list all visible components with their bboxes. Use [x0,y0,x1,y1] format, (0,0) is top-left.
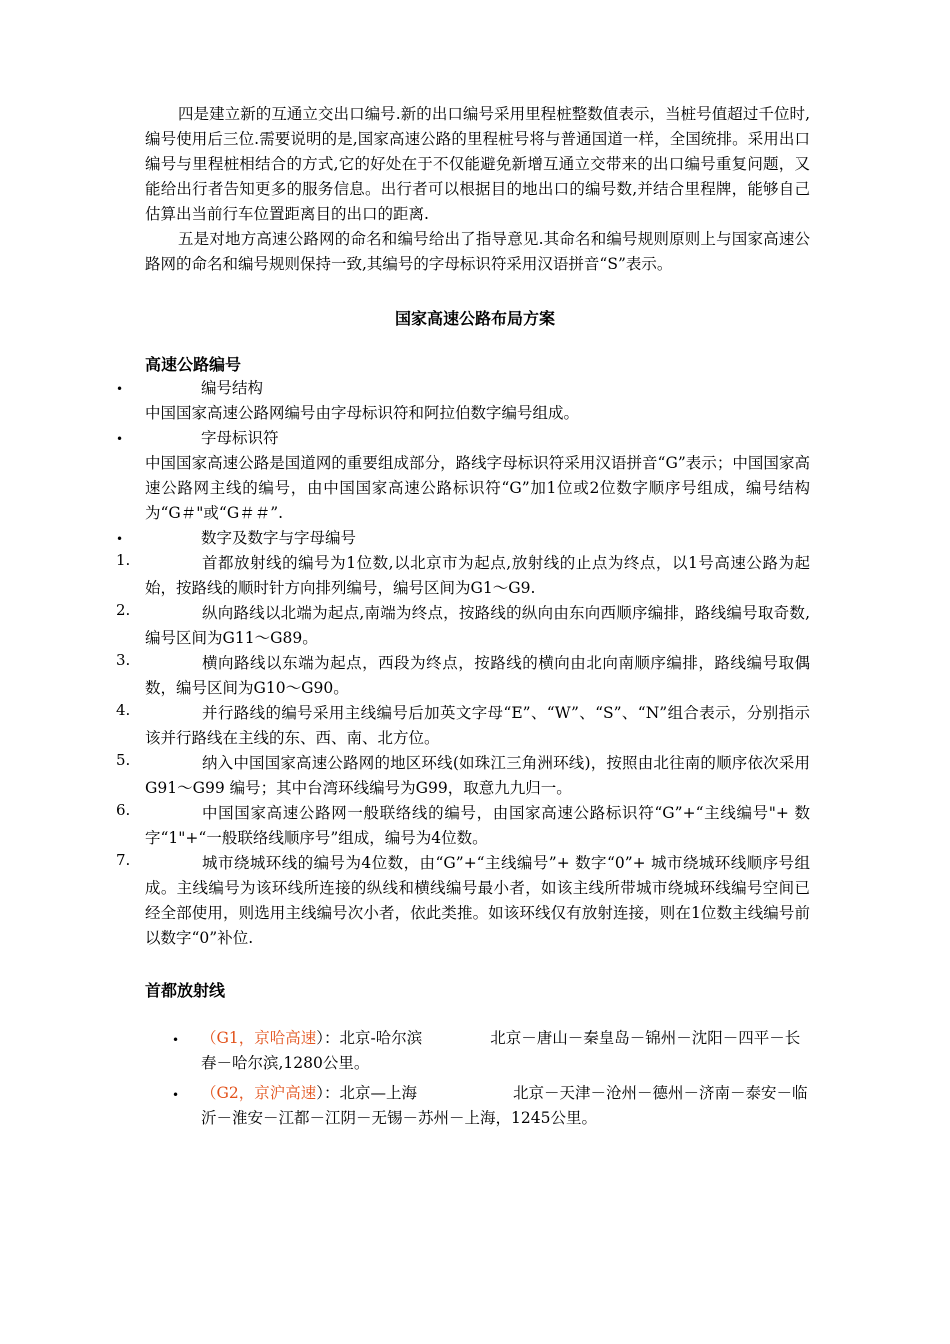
bullet-label-letter: 字母标识符 [201,429,279,447]
route-path: 北京－天津－沧州－德州－济南－泰安－临沂－淮安－江都－江阴－无锡－苏州－上海，1245公里。 [201,1084,808,1127]
list-item: 首都放射线的编号为1位数,以北京市为起点,放射线的止点为终点，以1号高速公路为起始，按路线的顺时针方向排列编号，编号区间为G1～G9. [145,554,810,597]
section-heading-radial: 首都放射线 [145,981,226,1000]
letter-text: 中国国家高速公路是国道网的重要组成部分，路线字母标识符采用汉语拼音“G”表示；中国国家高速公路网主线的编号，由中国国家高速公路标识符“G”加1位或2位数字顺序号组成，编号结构为“G＃"或“G＃＃”. [145,454,810,522]
route-path: 北京－唐山－秦皇岛－锦州－沈阳－四平－长春－哈尔滨,1280公里。 [201,1029,801,1072]
paragraph-exit-numbering: 四是建立新的互通立交出口编号.新的出口编号采用里程桩整数值表示，当桩号值超过千位时,编号使用后三位.需要说明的是,国家高速公路的里程桩号将与普通国道一样，全国统排。采用出口编号与里程桩相结合的方式,它的好处在于不仅能避免新增互通立交带来的出口编号重复问题，又能给出行者告知更多的服务信息。出行者可以根据目的地出口的编号数,并结合里程牌，能够自己估算出当前行车位置距离目的出口的距离. [145,105,810,223]
bullet-icon: • [116,532,124,546]
list-number: 4. [116,701,131,719]
list-item: 纵向路线以北端为起点,南端为终点，按路线的纵向由东向西顺序编排，路线编号取奇数,编号区间为G11～G89。 [145,604,810,647]
structure-text: 中国国家高速公路网编号由字母标识符和阿拉伯数字编号组成。 [145,404,580,422]
bullet-label-structure: 编号结构 [201,379,264,397]
route-endpoints: ）：北京—上海 [316,1084,418,1102]
route-item-g2 [201,1081,811,1131]
page-title: 国家高速公路布局方案 [394,309,555,328]
list-number: 6. [116,801,131,819]
list-number: 3. [116,651,131,669]
bullet-icon: • [116,432,124,446]
list-number: 1. [116,551,131,569]
route-code: G2，京沪高速 [216,1084,317,1102]
bullet-icon: • [116,382,124,396]
route-open-paren: （ [201,1029,217,1047]
bullet-label-digits: 数字及数字与字母编号 [201,529,357,547]
list-item: 横向路线以东端为起点，西段为终点，按路线的横向由北向南顺序编排，路线编号取偶数，编号区间为G10～G90。 [145,654,810,697]
section-heading-numbering: 高速公路编号 [145,355,242,374]
bullet-icon: • [172,1088,180,1102]
list-item: 城市绕城环线的编号为4位数，由“G”+“主线编号”+ 数字“0”+ 城市绕城环线顺序号组成。主线编号为该环线所连接的纵线和横线编号最小者，如该主线所带城市绕城环线编号空间已经全部使用，则选用主线编号次小者，依此类推。如该环线仅有放射连接，则在1位数主线编号前以数字“0”补位. [145,854,810,947]
route-endpoints: ）：北京-哈尔滨 [316,1029,423,1047]
list-item: 纳入中国国家高速公路网的地区环线(如珠江三角洲环线)，按照由北往南的顺序依次采用G91～G99 编号；其中台湾环线编号为G99，取意九九归一。 [145,754,810,797]
bullet-icon: • [172,1033,180,1047]
list-item: 并行路线的编号采用主线编号后加英文字母“E”、“W”、“S”、“N”组合表示，分别指示该并行路线在主线的东、西、南、北方位。 [145,704,810,747]
route-code: G1，京哈高速 [216,1029,317,1047]
route-open-paren: （ [201,1084,217,1102]
list-item: 中国国家高速公路网一般联络线的编号，由国家高速公路标识符“G”+“主线编号"+ 数字“1"+“一般联络线顺序号”组成，编号为4位数。 [145,804,810,847]
list-number: 2. [116,601,131,619]
paragraph-local-expressway: 五是对地方高速公路网的命名和编号给出了指导意见.其命名和编号规则原则上与国家高速公路网的命名和编号规则保持一致,其编号的字母标识符采用汉语拼音“S”表示。 [145,230,810,273]
route-item-g1 [201,1026,811,1076]
list-number: 7. [116,851,131,869]
list-number: 5. [116,751,131,769]
